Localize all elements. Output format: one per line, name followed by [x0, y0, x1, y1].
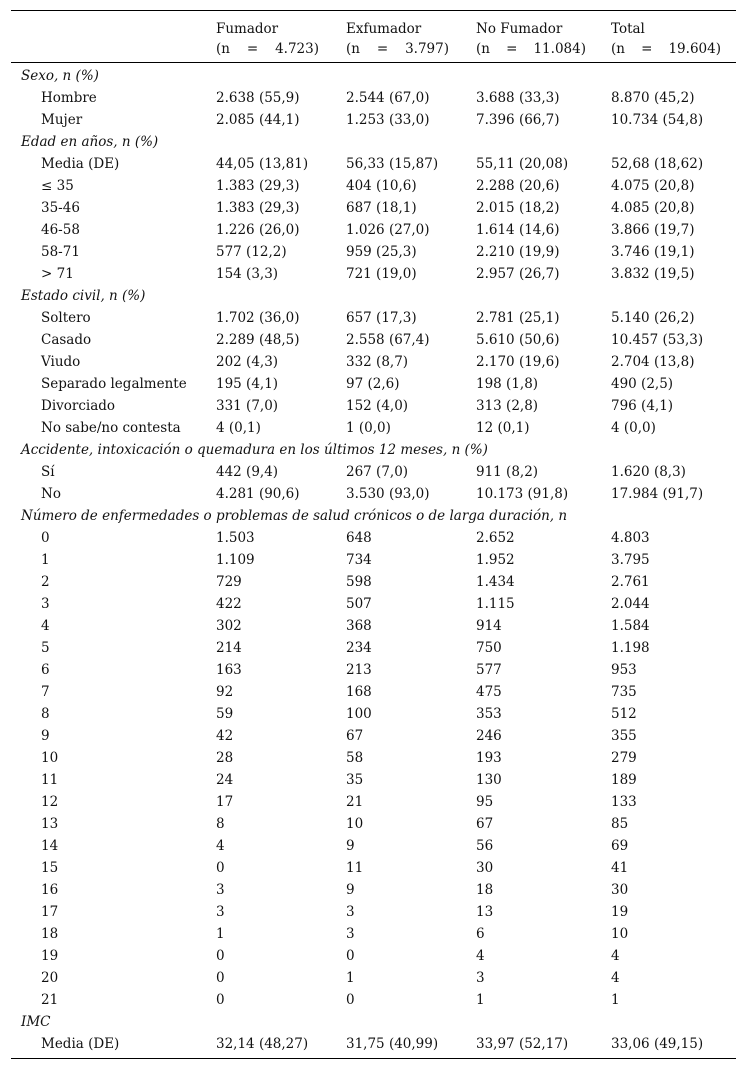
row-label: 8	[41, 706, 50, 722]
table-cell: 2.170 (19,6)	[476, 354, 560, 370]
row-label: Media (DE)	[41, 1036, 120, 1052]
table-cell: 163	[216, 662, 242, 678]
table-row	[11, 879, 736, 901]
row-label: 10	[41, 750, 59, 766]
table-cell: 30	[611, 882, 629, 898]
table-cell: 4.281 (90,6)	[216, 486, 300, 502]
section-row	[11, 1011, 736, 1033]
table-cell: 31,75 (40,99)	[346, 1036, 439, 1052]
row-label: Separado legalmente	[41, 376, 187, 392]
table-cell: 10.457 (53,3)	[611, 332, 704, 348]
table-cell: 58	[346, 750, 364, 766]
row-label: 58-71	[41, 244, 80, 260]
table-cell: 3	[216, 882, 225, 898]
column-header-title: Exfumador	[346, 21, 422, 37]
row-label: ≤ 35	[41, 178, 74, 194]
table-cell: 41	[611, 860, 629, 876]
column-header-count-part: =	[376, 41, 389, 57]
table-cell: 44,05 (13,81)	[216, 156, 309, 172]
table-cell: 750	[476, 640, 502, 656]
table-cell: 4.085 (20,8)	[611, 200, 695, 216]
table-cell: 3	[346, 904, 355, 920]
row-label: 2	[41, 574, 50, 590]
table-cell: 577	[476, 662, 502, 678]
table-cell: 2.085 (44,1)	[216, 112, 300, 128]
table-cell: 2.704 (13,8)	[611, 354, 695, 370]
table-row	[11, 219, 736, 241]
table-cell: 0	[216, 970, 225, 986]
section-title: Número de enfermedades o problemas de salud crónicos o de larga duración, n	[21, 508, 568, 524]
table-cell: 2.288 (20,6)	[476, 178, 560, 194]
table-cell: 13	[476, 904, 494, 920]
table-row	[11, 901, 736, 923]
table-cell: 32,14 (48,27)	[216, 1036, 309, 1052]
table-cell: 2.652	[476, 530, 515, 546]
row-label: 18	[41, 926, 59, 942]
table-cell: 4	[611, 970, 620, 986]
column-header	[216, 19, 319, 59]
table-cell: 4	[611, 948, 620, 964]
column-header-count	[476, 39, 586, 59]
row-label: 20	[41, 970, 59, 986]
section-title: Accidente, intoxicación o quemadura en los últimos 12 meses, n (%)	[21, 442, 488, 458]
row-label: Soltero	[41, 310, 91, 326]
table-cell: 154 (3,3)	[216, 266, 279, 282]
table-cell: 195 (4,1)	[216, 376, 279, 392]
table-cell: 729	[216, 574, 242, 590]
column-header-count-part: 11.084)	[533, 41, 586, 57]
table-cell: 475	[476, 684, 502, 700]
table-cell: 953	[611, 662, 637, 678]
table-row	[11, 725, 736, 747]
table-cell: 490 (2,5)	[611, 376, 674, 392]
row-label: 15	[41, 860, 59, 876]
table-cell: 246	[476, 728, 502, 744]
column-header-title: Total	[611, 21, 645, 37]
table-cell: 67	[346, 728, 364, 744]
table-header	[11, 11, 736, 62]
table-cell: 3.866 (19,7)	[611, 222, 695, 238]
table-cell: 30	[476, 860, 494, 876]
table-cell: 7.396 (66,7)	[476, 112, 560, 128]
table-cell: 168	[346, 684, 372, 700]
table-cell: 19	[611, 904, 629, 920]
table-cell: 95	[476, 794, 494, 810]
table-cell: 10	[346, 816, 364, 832]
table-cell: 10.734 (54,8)	[611, 112, 704, 128]
row-label: 5	[41, 640, 50, 656]
table-cell: 4.803	[611, 530, 650, 546]
table-cell: 9	[346, 838, 355, 854]
table-cell: 56,33 (15,87)	[346, 156, 439, 172]
table-row	[11, 967, 736, 989]
table-cell: 10.173 (91,8)	[476, 486, 569, 502]
table-cell: 11	[346, 860, 364, 876]
table-cell: 911 (8,2)	[476, 464, 539, 480]
row-label: Hombre	[41, 90, 97, 106]
table-row	[11, 857, 736, 879]
table-cell: 6	[476, 926, 485, 942]
table-row	[11, 659, 736, 681]
table-cell: 5.610 (50,6)	[476, 332, 560, 348]
table-cell: 214	[216, 640, 242, 656]
table-row	[11, 197, 736, 219]
table-cell: 42	[216, 728, 234, 744]
table-cell: 577 (12,2)	[216, 244, 287, 260]
table-cell: 355	[611, 728, 637, 744]
row-label: 21	[41, 992, 59, 1008]
section-row	[11, 131, 736, 153]
row-label: 1	[41, 552, 50, 568]
section-row	[11, 65, 736, 87]
row-label: 7	[41, 684, 50, 700]
table-cell: 4	[476, 948, 485, 964]
column-header	[346, 19, 449, 59]
table-cell: 18	[476, 882, 494, 898]
table-cell: 3	[216, 904, 225, 920]
column-header	[611, 19, 721, 59]
column-header-count-part: 19.604)	[668, 41, 721, 57]
table-row	[11, 87, 736, 109]
table-cell: 598	[346, 574, 372, 590]
table-cell: 279	[611, 750, 637, 766]
table-cell: 512	[611, 706, 637, 722]
table-cell: 130	[476, 772, 502, 788]
table-cell: 0	[346, 992, 355, 1008]
row-label: 19	[41, 948, 59, 964]
column-header-count-part: (n	[476, 41, 490, 57]
column-header-count	[611, 39, 721, 59]
table-cell: 734	[346, 552, 372, 568]
row-label: Divorciado	[41, 398, 116, 414]
table-cell: 213	[346, 662, 372, 678]
table-cell: 332 (8,7)	[346, 354, 409, 370]
table-row	[11, 417, 736, 439]
table-cell: 1 (0,0)	[346, 420, 391, 436]
table-cell: 735	[611, 684, 637, 700]
table-row	[11, 461, 736, 483]
row-label: 13	[41, 816, 59, 832]
table-cell: 959 (25,3)	[346, 244, 417, 260]
table-cell: 2.544 (67,0)	[346, 90, 430, 106]
table-cell: 1	[346, 970, 355, 986]
table-cell: 1	[216, 926, 225, 942]
section-row	[11, 505, 736, 527]
table-cell: 2.781 (25,1)	[476, 310, 560, 326]
table-cell: 1.115	[476, 596, 515, 612]
table-row	[11, 593, 736, 615]
row-label: 11	[41, 772, 59, 788]
table-cell: 796 (4,1)	[611, 398, 674, 414]
table-row	[11, 109, 736, 131]
table-cell: 1.383 (29,3)	[216, 178, 300, 194]
table-cell: 1.434	[476, 574, 515, 590]
table-cell: 2.015 (18,2)	[476, 200, 560, 216]
table-cell: 3.832 (19,5)	[611, 266, 695, 282]
table-cell: 1.383 (29,3)	[216, 200, 300, 216]
table-row	[11, 945, 736, 967]
table-cell: 3	[476, 970, 485, 986]
table-cell: 3	[346, 926, 355, 942]
table-row	[11, 175, 736, 197]
table-cell: 3.530 (93,0)	[346, 486, 430, 502]
table-cell: 3.795	[611, 552, 650, 568]
column-header-count-part: (n	[611, 41, 625, 57]
section-title: Estado civil, n (%)	[21, 288, 146, 304]
row-label: 3	[41, 596, 50, 612]
table-cell: 10	[611, 926, 629, 942]
table-cell: 1.503	[216, 530, 255, 546]
table-row	[11, 241, 736, 263]
table-cell: 914	[476, 618, 502, 634]
table-cell: 404 (10,6)	[346, 178, 417, 194]
row-label: 4	[41, 618, 50, 634]
row-label: Media (DE)	[41, 156, 120, 172]
table-row	[11, 1033, 736, 1055]
table-cell: 2.957 (26,7)	[476, 266, 560, 282]
table-cell: 4 (0,1)	[216, 420, 261, 436]
table-cell: 687 (18,1)	[346, 200, 417, 216]
row-label: Viudo	[41, 354, 81, 370]
table-cell: 4 (0,0)	[611, 420, 656, 436]
table-cell: 1.026 (27,0)	[346, 222, 430, 238]
section-title: Sexo, n (%)	[21, 68, 99, 84]
table-cell: 331 (7,0)	[216, 398, 279, 414]
row-label: 6	[41, 662, 50, 678]
table-cell: 1.620 (8,3)	[611, 464, 686, 480]
table-cell: 8	[216, 816, 225, 832]
table-cell: 21	[346, 794, 364, 810]
table-cell: 56	[476, 838, 494, 854]
table-cell: 193	[476, 750, 502, 766]
table-row	[11, 483, 736, 505]
table-row	[11, 813, 736, 835]
table-cell: 1.226 (26,0)	[216, 222, 300, 238]
table-cell: 422	[216, 596, 242, 612]
table-cell: 35	[346, 772, 364, 788]
table-row	[11, 835, 736, 857]
table-cell: 1.109	[216, 552, 255, 568]
table-cell: 17	[216, 794, 234, 810]
table-cell: 28	[216, 750, 234, 766]
table-row	[11, 571, 736, 593]
row-label: No sabe/no contesta	[41, 420, 181, 436]
table-cell: 1.253 (33,0)	[346, 112, 430, 128]
row-label: 46-58	[41, 222, 80, 238]
table-bottom-rule	[11, 1058, 736, 1059]
table-cell: 0	[346, 948, 355, 964]
row-label: 9	[41, 728, 50, 744]
table-cell: 0	[216, 992, 225, 1008]
table-cell: 1.702 (36,0)	[216, 310, 300, 326]
row-label: Casado	[41, 332, 92, 348]
table-cell: 1	[476, 992, 485, 1008]
table-cell: 52,68 (18,62)	[611, 156, 704, 172]
table-cell: 5.140 (26,2)	[611, 310, 695, 326]
column-header-count-part: (n	[216, 41, 230, 57]
table-cell: 152 (4,0)	[346, 398, 409, 414]
table-cell: 1.952	[476, 552, 515, 568]
table-cell: 648	[346, 530, 372, 546]
row-label: No	[41, 486, 61, 502]
section-title: Edad en años, n (%)	[21, 134, 159, 150]
row-label: 14	[41, 838, 59, 854]
table-cell: 189	[611, 772, 637, 788]
table-cell: 133	[611, 794, 637, 810]
table-cell: 2.044	[611, 596, 650, 612]
table-cell: 353	[476, 706, 502, 722]
table-cell: 721 (19,0)	[346, 266, 417, 282]
table-cell: 12 (0,1)	[476, 420, 530, 436]
table-cell: 1.584	[611, 618, 650, 634]
table-cell: 97 (2,6)	[346, 376, 400, 392]
table-row	[11, 769, 736, 791]
table-row	[11, 395, 736, 417]
table-row	[11, 329, 736, 351]
table-row	[11, 351, 736, 373]
section-title: IMC	[21, 1014, 51, 1030]
section-row	[11, 285, 736, 307]
table-row	[11, 703, 736, 725]
row-label: > 71	[41, 266, 74, 282]
table-cell: 3.688 (33,3)	[476, 90, 560, 106]
row-label: 12	[41, 794, 59, 810]
table-cell: 234	[346, 640, 372, 656]
table-cell: 2.289 (48,5)	[216, 332, 300, 348]
table-cell: 302	[216, 618, 242, 634]
table-cell: 69	[611, 838, 629, 854]
table-cell: 368	[346, 618, 372, 634]
table-row	[11, 989, 736, 1011]
table-cell: 59	[216, 706, 234, 722]
table-cell: 4.075 (20,8)	[611, 178, 695, 194]
table-row	[11, 373, 736, 395]
column-header-title: No Fumador	[476, 21, 563, 37]
table-cell: 100	[346, 706, 372, 722]
row-label: 35-46	[41, 200, 80, 216]
table-row	[11, 307, 736, 329]
table-cell: 507	[346, 596, 372, 612]
column-header-count-part: =	[246, 41, 259, 57]
table-cell: 2.210 (19,9)	[476, 244, 560, 260]
table-cell: 67	[476, 816, 494, 832]
table-cell: 2.638 (55,9)	[216, 90, 300, 106]
table-cell: 1	[611, 992, 620, 1008]
table-cell: 33,97 (52,17)	[476, 1036, 569, 1052]
table-cell: 0	[216, 948, 225, 964]
table-row	[11, 263, 736, 285]
table-cell: 9	[346, 882, 355, 898]
table-cell: 313 (2,8)	[476, 398, 539, 414]
table-row	[11, 637, 736, 659]
row-label: Sí	[41, 464, 55, 480]
table-cell: 2.761	[611, 574, 650, 590]
table-row	[11, 681, 736, 703]
table-cell: 198 (1,8)	[476, 376, 539, 392]
table-cell: 24	[216, 772, 234, 788]
table-cell: 33,06 (49,15)	[611, 1036, 704, 1052]
table-row	[11, 791, 736, 813]
row-label: 16	[41, 882, 59, 898]
table-cell: 85	[611, 816, 629, 832]
column-header	[476, 19, 586, 59]
table-row	[11, 549, 736, 571]
column-header-count-part: =	[506, 41, 518, 57]
table-cell: 1.198	[611, 640, 650, 656]
section-row	[11, 439, 736, 461]
table-body	[11, 63, 736, 1058]
table-cell: 657 (17,3)	[346, 310, 417, 326]
column-header-count	[346, 39, 449, 59]
column-header-count-part: 4.723)	[275, 41, 319, 57]
table-cell: 55,11 (20,08)	[476, 156, 569, 172]
table-cell: 267 (7,0)	[346, 464, 409, 480]
row-label: 17	[41, 904, 59, 920]
table-cell: 4	[216, 838, 225, 854]
table-cell: 17.984 (91,7)	[611, 486, 704, 502]
row-label: 0	[41, 530, 50, 546]
column-header-title: Fumador	[216, 21, 279, 37]
table-cell: 0	[216, 860, 225, 876]
table-row	[11, 615, 736, 637]
table-row	[11, 923, 736, 945]
table-cell: 2.558 (67,4)	[346, 332, 430, 348]
table-cell: 202 (4,3)	[216, 354, 279, 370]
table-cell: 1.614 (14,6)	[476, 222, 560, 238]
column-header-count	[216, 39, 319, 59]
table-cell: 3.746 (19,1)	[611, 244, 695, 260]
column-header-count-part: (n	[346, 41, 360, 57]
table-cell: 442 (9,4)	[216, 464, 279, 480]
table-row	[11, 747, 736, 769]
data-table	[11, 10, 736, 1059]
column-header-count-part: 3.797)	[405, 41, 449, 57]
table-row	[11, 527, 736, 549]
column-header-count-part: =	[641, 41, 653, 57]
table-row	[11, 153, 736, 175]
table-cell: 8.870 (45,2)	[611, 90, 695, 106]
table-cell: 92	[216, 684, 234, 700]
row-label: Mujer	[41, 112, 83, 128]
